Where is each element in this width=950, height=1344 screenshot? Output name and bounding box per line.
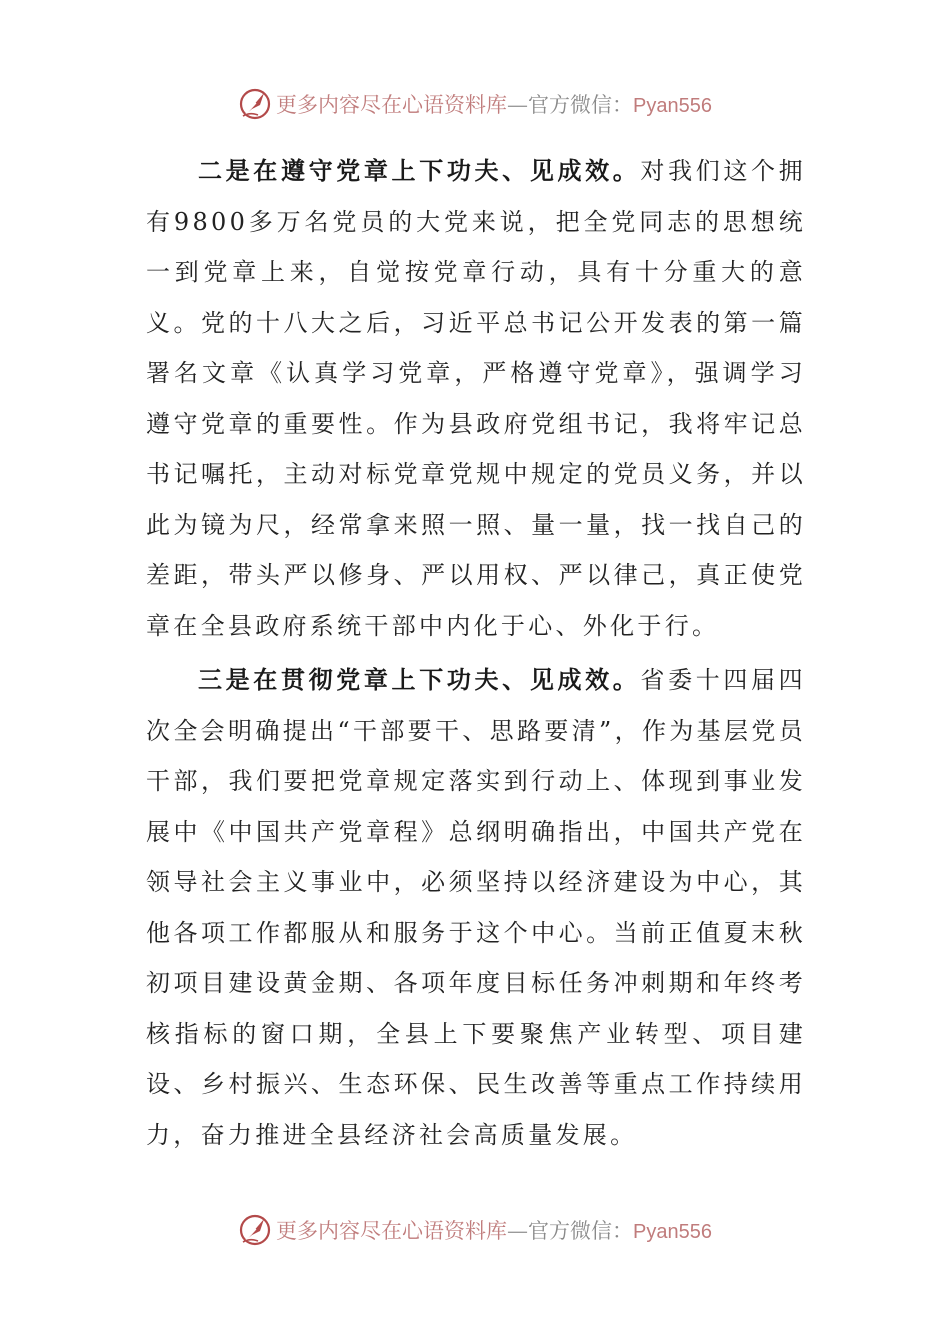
quill-logo-icon (238, 1213, 272, 1247)
paragraph-lead: 二是在遵守党章上下功夫、见成效。 (198, 156, 641, 185)
quill-logo-icon (238, 87, 272, 121)
footer-watermark (0, 1208, 950, 1252)
watermark-label: 官方微信： (528, 93, 634, 117)
watermark-separator: — (507, 1219, 529, 1243)
paragraph-2 (146, 146, 806, 651)
header-watermark (0, 82, 950, 126)
watermark-wechat-id: Pyan556 (633, 95, 712, 117)
paragraph-text: 对我们这个拥有9800多万名党员的大党来说，把全党同志的思想统一到党章上来，自觉按党章行动，具有十分重大的意义。党的十八大之后，习近平总书记公开发表的第一篇署名文章《认真学习党章，严格遵守党章》，强调学习遵守党章的重要性。作为县政府党组书记，我将牢记总书记嘱托，主动对标党章党规中规定的党员义务，并以此为镜为尺，经常拿来照一照、量一量，找一找自己的差距，带头严以修身、严以用权、严以律己，真正使党章在全县政府系统干部中内化于心、外化于行。 (146, 157, 806, 640)
paragraph-lead: 三是在贯彻党章上下功夫、见成效。 (198, 665, 641, 694)
watermark-site-text: 更多内容尽在心语资料库 (276, 1219, 508, 1243)
document-body (146, 146, 806, 1160)
watermark-label: 官方微信： (528, 1219, 634, 1243)
watermark-separator: — (507, 93, 529, 117)
watermark-wechat-id: Pyan556 (633, 1221, 712, 1243)
paragraph-text: 省委十四届四次全会明确提出“干部要干、思路要清”，作为基层党员干部，我们要把党章规定落实到行动上、体现到事业发展中《中国共产党章程》总纲明确指出，中国共产党在领导社会主义事业中，必须坚持以经济建设为中心，其他各项工作都服从和服务于这个中心。当前正值夏末秋初项目建设黄金期、各项年度目标任务冲刺期和年终考核指标的窗口期，全县上下要聚焦产业转型、项目建设、乡村振兴、生态环保、民生改善等重点工作持续用力，奋力推进全县经济社会高质量发展。 (146, 666, 806, 1149)
watermark-site-text: 更多内容尽在心语资料库 (276, 93, 508, 117)
paragraph-3 (146, 655, 806, 1160)
